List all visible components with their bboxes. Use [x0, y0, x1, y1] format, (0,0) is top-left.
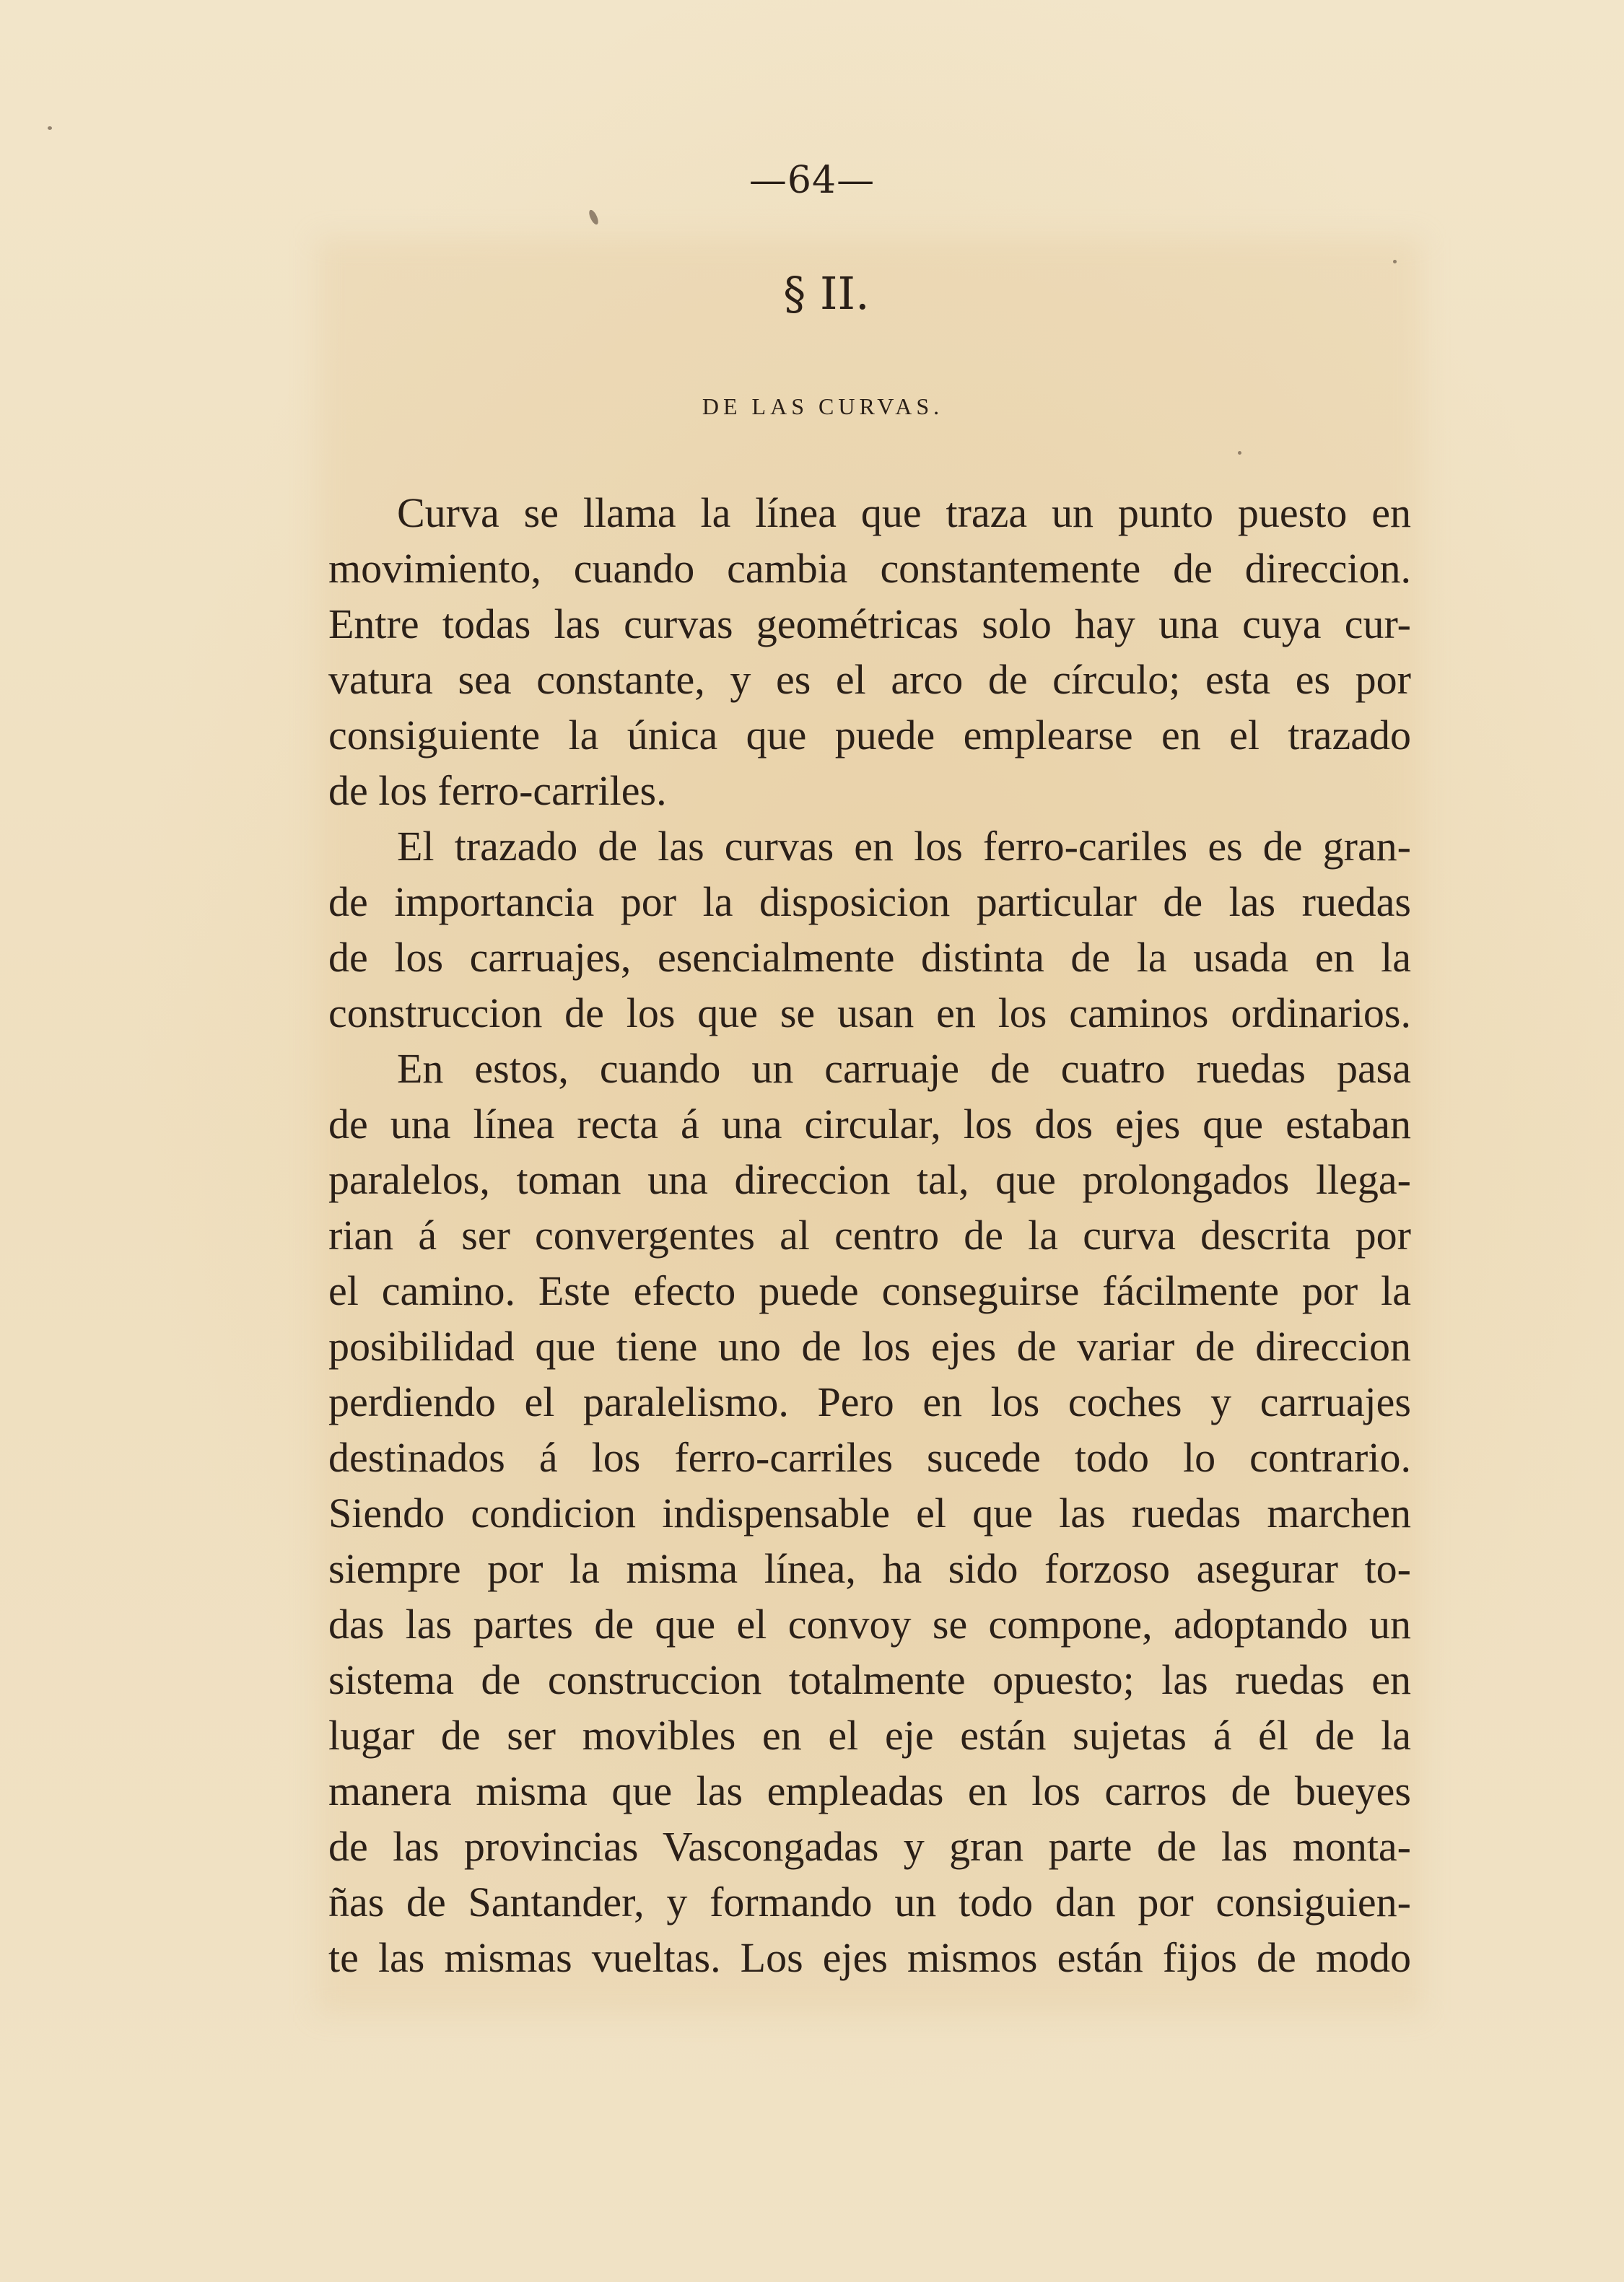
- text-line: En estos, cuando un carruaje de cuatro ruedas pasa: [397, 1045, 1411, 1092]
- text-line: ñas de Santander, y formando un todo dan por consiguien-: [328, 1879, 1411, 1925]
- text-line: de una línea recta á una circular, los dos ejes que estaban: [328, 1101, 1411, 1147]
- text-line: siempre por la misma línea, ha sido forzoso asegurar to-: [328, 1545, 1411, 1592]
- text-line: das las partes de que el convoy se compone, adoptando un: [328, 1601, 1411, 1648]
- paragraph-3: [328, 1041, 1411, 1985]
- paper-speck: [588, 209, 600, 226]
- text-line: sistema de construccion totalmente opuesto; las ruedas en: [328, 1656, 1411, 1703]
- text-line: Curva se llama la línea que traza un punto puesto en: [397, 489, 1411, 536]
- text-line: lugar de ser movibles en el eje están sujetas á él de la: [328, 1712, 1411, 1759]
- text-line: de los carruajes, esencialmente distinta de la usada en la: [328, 934, 1411, 981]
- text-line: de las provincias Vascongadas y gran parte de las monta-: [328, 1823, 1411, 1870]
- paragraph-2: [328, 818, 1411, 1041]
- text-line: de importancia por la disposicion particular de las ruedas: [328, 878, 1411, 925]
- text-line: te las mismas vueltas. Los ejes mismos están fijos de modo: [328, 1934, 1411, 1981]
- text-line: vatura sea constante, y es el arco de círculo; esta es por: [328, 656, 1411, 703]
- text-line: manera misma que las empleadas en los carros de bueyes: [328, 1767, 1411, 1814]
- text-line: el camino. Este efecto puede conseguirse fácilmente por la: [328, 1267, 1411, 1314]
- page-number: —64—: [748, 159, 876, 202]
- text-line: Entre todas las curvas geométricas solo hay una cuya cur-: [328, 600, 1411, 647]
- text-line: de los ferro-carriles.: [328, 767, 667, 814]
- text-line: construccion de los que se usan en los caminos ordinarios.: [328, 989, 1411, 1036]
- paragraph-1: [328, 485, 1411, 818]
- text-line: perdiendo el paralelismo. Pero en los coches y carruajes: [328, 1378, 1411, 1425]
- body-text: [328, 485, 1411, 1985]
- text-line: Siendo condicion indispensable el que las ruedas marchen: [328, 1490, 1411, 1536]
- paper-speck: [1238, 451, 1241, 455]
- section-heading: § II.: [783, 267, 870, 320]
- text-line: El trazado de las curvas en los ferro-cariles es de gran-: [397, 823, 1411, 870]
- text-line: destinados á los ferro-carriles sucede todo lo contrario.: [328, 1434, 1411, 1481]
- text-line: consiguiente la única que puede emplearse en el trazado: [328, 712, 1411, 759]
- paper-speck: [1393, 260, 1397, 263]
- text-line: rian á ser convergentes al centro de la curva descrita por: [328, 1212, 1411, 1259]
- paper-speck: [48, 126, 52, 130]
- text-line: paralelos, toman una direccion tal, que prolongados llega-: [328, 1156, 1411, 1203]
- text-line: movimiento, cuando cambia constantemente de direccion.: [328, 545, 1411, 592]
- section-title: DE LAS CURVAS.: [702, 393, 944, 419]
- text-line: posibilidad que tiene uno de los ejes de variar de direccion: [328, 1323, 1411, 1370]
